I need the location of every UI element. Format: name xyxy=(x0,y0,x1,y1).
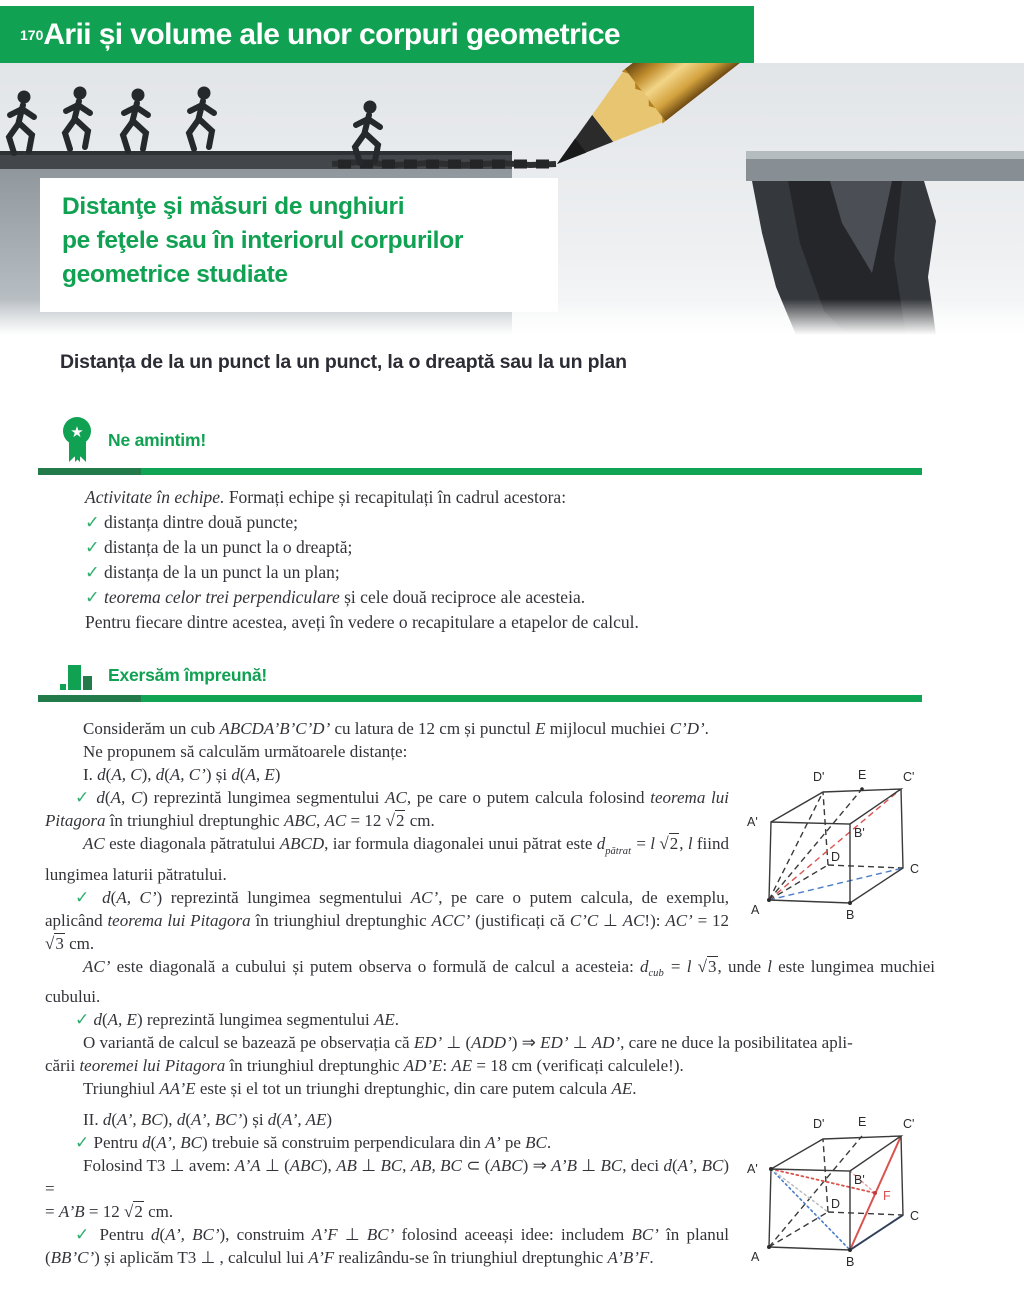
chapter-title: Arii și volume ale unor corpuri geometrice xyxy=(43,17,620,51)
paragraph: Ne propunem să calculăm următoarele distanțe: xyxy=(83,742,408,761)
paragraph: AC este diagonala pătratului ABCD, iar formula diagonalei unui pătrat este $d_{pătrat} = l$ √2, l fiind lungimea laturii pătratului. xyxy=(45,834,729,884)
blocks-icon xyxy=(60,659,94,691)
page-number: 170 xyxy=(20,26,44,43)
lesson-title-card xyxy=(40,178,558,312)
practice-label: Exersăm împreună! xyxy=(108,664,268,685)
vertex-label: E xyxy=(858,1115,867,1130)
cube-diagram-1 xyxy=(745,765,935,925)
divider-rule-accent xyxy=(38,468,141,475)
vertex-label: C' xyxy=(903,770,915,784)
practice-block-header xyxy=(60,659,935,691)
cube-figure-2 xyxy=(745,1108,935,1276)
award-ribbon-icon xyxy=(60,416,94,464)
vertex-label: D xyxy=(831,1197,841,1212)
paragraph: Folosind T3 ⊥ avem: A’A ⊥ (ABC), AB ⊥ BC, AB, BC ⊂ (ABC) ⇒ A’B ⊥ BC, deci d(A’, BC) = = A’B = 12 √2 cm. xyxy=(45,1156,730,1222)
right-slab xyxy=(746,159,1024,181)
vertex-label: F xyxy=(883,1189,891,1204)
vertex-label: B' xyxy=(854,826,865,840)
paragraph: I. d(A, C), d(A, C’) și d(A, E) xyxy=(83,765,281,784)
divider-rule xyxy=(38,695,922,702)
remember-activity xyxy=(85,485,935,635)
lesson-title-line: Distanţe şi măsuri de unghiuri xyxy=(62,193,405,220)
divider-rule xyxy=(38,468,922,475)
vertex-label: E xyxy=(858,768,867,782)
checklist-item: ✓ teorema celor trei perpendiculare și cele două reciproce ale acesteia. xyxy=(85,587,586,607)
divider-rule-accent xyxy=(38,695,141,702)
paragraph: ✓ Pentru d(A’, BC’), construim A’F ⊥ BC’ folosind aceeași idee: includem BC’ în planul (BB’C’) și aplicăm T3 ⊥ , calculul lui A’F realizându-se în triunghiul dreptunghic A’B’F. xyxy=(45,1225,729,1268)
vertex-label: B xyxy=(846,908,855,922)
paragraph: O variantă de calcul se bazează pe observația că ED’ ⊥ (ADD’) ⇒ ED’ ⊥ AD’, care ne duce la posibilitatea apli- cării teoremei lui Pitagora în triunghiul dreptunghic AD’E: AE = 18 cm (verificați calculele!). xyxy=(45,1033,853,1076)
vertex-label: A xyxy=(751,1250,760,1265)
paragraph: II. d(A’, BC), d(A’, BC’) și d(A’, AE) xyxy=(83,1110,333,1130)
chapter-band xyxy=(0,6,754,63)
vertex-label: D' xyxy=(813,1117,825,1132)
vertex-label: A' xyxy=(747,1162,758,1177)
vertex-label: B' xyxy=(854,1173,865,1188)
vertex-label: A xyxy=(751,903,760,917)
paragraph: AC’ este diagonală a cubului și putem observa o formulă de calcul a acesteia: $d_{cub} = l$ √3, unde l este lungimea muchiei cubului. xyxy=(45,956,935,1007)
vertex-label: C xyxy=(910,1209,920,1224)
vertex-label: D xyxy=(831,850,841,864)
lesson-title-line: geometrice studiate xyxy=(62,261,288,288)
remember-block-header xyxy=(60,416,935,464)
hero-illustration xyxy=(0,63,1024,335)
cube-figure-1 xyxy=(745,765,935,925)
remember-label: Ne amintim! xyxy=(108,429,206,450)
cube-diagram-2 xyxy=(745,1108,935,1276)
paragraph: ✓ d(A, E) reprezintă lungimea segmentului AE. xyxy=(75,1010,399,1030)
paragraph: ✓ d(A, C) reprezintă lungimea segmentului AC, pe care o putem calcula folosind teorema lui Pitagora în triunghiul dreptunghic ABC, AC = 12 √2 cm. xyxy=(45,788,729,830)
activity-outro: Pentru fiecare dintre acestea, aveți în vedere o recapitulare a etapelor de calcul. xyxy=(85,612,639,632)
checklist-item: ✓ distanța de la un punct la o dreaptă; xyxy=(85,537,353,557)
checklist-item: ✓ distanța de la un punct la un plan; xyxy=(85,562,340,582)
page-content xyxy=(0,335,1024,1296)
checklist-item: ✓ distanța dintre două puncte; xyxy=(85,512,298,532)
paragraph: ✓ d(A, C’) reprezintă lungimea segmentului AC’, pe care o putem calcula, de exemplu, aplicând teorema lui Pitagora în triunghiul dreptunghic ACC’ (justificați că C’C ⊥ AC!): AC’ = 12 √3 cm. xyxy=(45,887,730,953)
exercise-body xyxy=(45,717,935,1269)
vertex-label: C' xyxy=(903,1117,915,1132)
vertex-label: C xyxy=(910,862,920,876)
activity-intro: Activitate în echipe. Formați echipe și recapitulați în cadrul acestora: xyxy=(85,487,567,507)
paragraph: Considerăm un cub ABCDA’B’C’D’ cu latura de 12 cm și punctul E mijlocul muchiei C’D’. xyxy=(83,719,709,738)
ledge-edge xyxy=(0,151,512,155)
svg-text:★: ★ xyxy=(70,424,84,441)
section-heading: Distanța de la un punct la un punct, la o dreaptă sau la un plan xyxy=(60,351,627,373)
vertex-label: A' xyxy=(747,815,758,829)
vertex-label: D' xyxy=(813,770,825,784)
paragraph: ✓ Pentru d(A’, BC) trebuie să construim perpendiculara din A’ pe BC. xyxy=(75,1133,552,1153)
lesson-title-line: pe feţele sau în interiorul corpurilor xyxy=(62,227,464,254)
paragraph: Triunghiul AA’E este și el tot un triunghi dreptunghic, din care putem calcula AE. xyxy=(83,1079,637,1099)
vertex-label: B xyxy=(846,1255,855,1270)
